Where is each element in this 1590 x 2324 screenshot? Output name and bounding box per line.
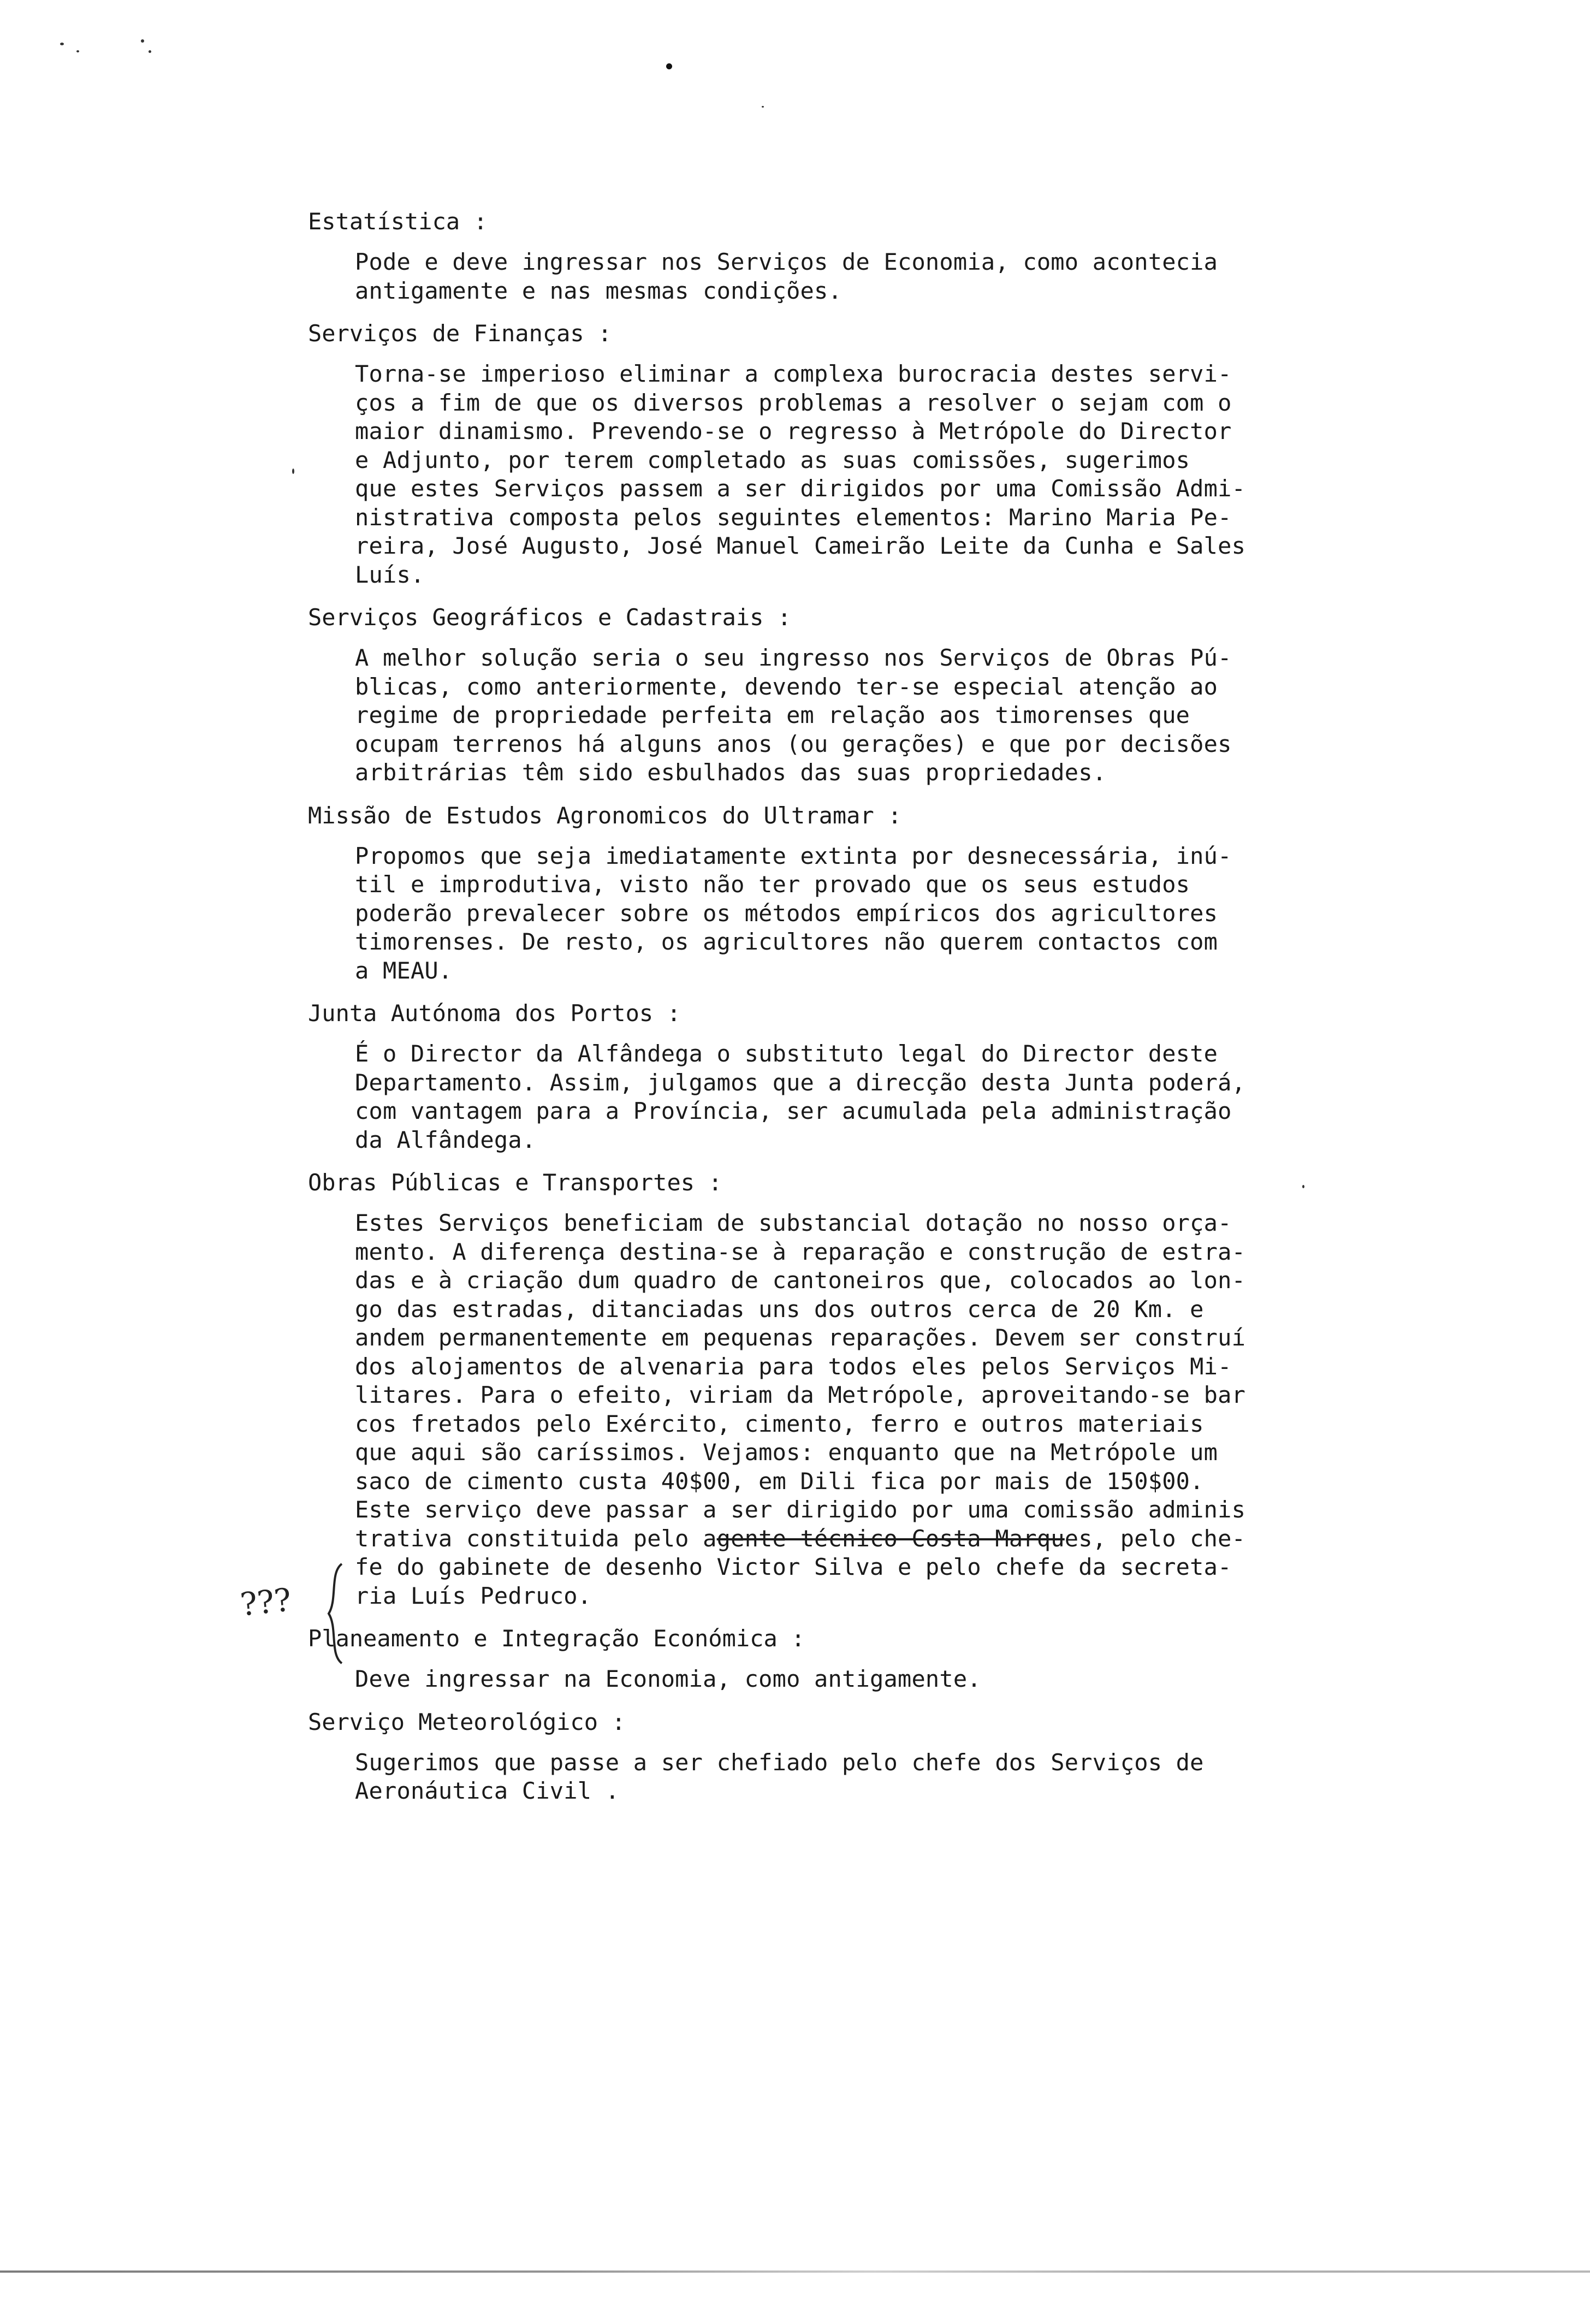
body-line: Sugerimos que passe a ser chefiado pelo chefe dos Serviços de: [355, 1748, 1204, 1776]
body-line: a MEAU.: [355, 957, 453, 984]
body-line-with-strikethrough: [355, 1525, 1400, 1554]
body-line: nistrativa composta pelos seguintes elementos: Marino Maria Pe-: [355, 503, 1232, 531]
body-line: cos fretados pelo Exército, cimento, ferro e outros materiais: [355, 1410, 1204, 1437]
body-line: regime de propriedade perfeita em relação aos timorenses que: [355, 702, 1190, 728]
scan-edge-line: [0, 2270, 1590, 2273]
section-heading: Estatística :: [308, 208, 488, 235]
body-line: ria Luís Pedruco.: [355, 1582, 592, 1609]
body-line: antigamente e nas mesmas condições.: [355, 277, 843, 304]
body-line: que estes Serviços passem a ser dirigidos por uma Comissão Admi-: [355, 475, 1246, 502]
body-line: til e improdutiva, visto não ter provado que os seus estudos: [355, 871, 1190, 898]
body-line: das e à criação dum quadro de cantoneiros que, colocados ao lon-: [355, 1267, 1246, 1294]
scan-speck: [141, 39, 144, 43]
section-heading: Serviço Meteorológico :: [308, 1708, 626, 1735]
body-line: andem permanentemente em pequenas reparações. Devem ser construí: [355, 1324, 1246, 1351]
section-servicos-geograficos: [308, 603, 1400, 787]
body-line: maior dinamismo. Prevendo-se o regresso à Metrópole do Director: [355, 418, 1232, 444]
body-line: Propomos que seja imediatamente extinta por desnecessária, inú-: [355, 842, 1232, 869]
section-missao-estudos: [308, 802, 1400, 986]
section-estatistica: [308, 208, 1400, 305]
section-junta-portos: [308, 999, 1400, 1154]
body-line: Pode e deve ingressar nos Serviços de Economia, como acontecia: [355, 248, 1218, 275]
scan-speck: [666, 63, 672, 69]
body-line: e Adjunto, por terem completado as suas comissões, sugerimos: [355, 446, 1190, 473]
body-line: com vantagem para a Província, ser acumulada pela administração: [355, 1098, 1232, 1124]
section-heading: Serviços Geográficos e Cadastrais :: [308, 604, 792, 631]
body-line: dos alojamentos de alvenaria para todos eles pelos Serviços Mi-: [355, 1353, 1232, 1380]
body-line: ocupam terrenos há alguns anos (ou gerações) e que por decisões: [355, 730, 1232, 757]
body-line: Departamento. Assim, julgamos que a direcção desta Junta poderá,: [355, 1069, 1246, 1096]
handwritten-marginalia: ???: [238, 1581, 293, 1623]
body-line: litares. Para o efeito, viriam da Metrópole, aproveitando-se bar: [355, 1382, 1246, 1408]
body-line: poderão prevalecer sobre os métodos empíricos dos agricultores: [355, 899, 1218, 927]
body-line: Torna-se imperioso eliminar a complexa burocracia destes servi-: [355, 360, 1232, 387]
handwritten-bracket: [325, 1562, 347, 1665]
scan-speck: [76, 50, 79, 52]
section-servicos-financas: [308, 319, 1400, 589]
body-line: reira, José Augusto, José Manuel Cameirão Leite da Cunha e Sales: [355, 532, 1246, 559]
body-line: Aeronáutica Civil .: [355, 1777, 620, 1804]
section-planeamento: [308, 1625, 1400, 1694]
body-line: go das estradas, ditanciadas uns dos outros cerca de 20 Km. e: [355, 1295, 1204, 1323]
struck-text: gente técnico Costa Marqu: [716, 1525, 1065, 1552]
section-heading: Planeamento e Integração Económica :: [308, 1625, 805, 1652]
body-line: saco de cimento custa 40$00, em Dili fica por mais de 150$00.: [355, 1467, 1204, 1495]
body-line: É o Director da Alfândega o substituto legal do Director deste: [355, 1040, 1218, 1067]
body-line: fe do gabinete de desenho Victor Silva e pelo chefe da secreta-: [355, 1554, 1232, 1580]
body-line: A melhor solução seria o seu ingresso nos Serviços de Obras Pú-: [355, 644, 1232, 671]
body-line: arbitrárias têm sido esbulhados das suas propriedades.: [355, 759, 1107, 786]
section-meteorologico: [308, 1708, 1400, 1806]
line-text: es, pelo che-: [1064, 1525, 1246, 1552]
section-heading: Serviços de Finanças :: [308, 320, 612, 347]
body-line: timorenses. De resto, os agricultores não querem contactos com: [355, 928, 1218, 955]
body-line: blicas, como anteriormente, devendo ter-se especial atenção ao: [355, 673, 1218, 700]
body-line: ços a fim de que os diversos problemas a resolver o sejam com o: [355, 389, 1232, 416]
scan-speck: [149, 50, 151, 53]
scan-speck: [60, 43, 64, 45]
body-line: Deve ingressar na Economia, como antigamente.: [355, 1665, 981, 1692]
body-line: Estes Serviços beneficiam de substancial dotação no nosso orça-: [355, 1210, 1232, 1236]
section-heading: Junta Autónoma dos Portos :: [308, 1000, 681, 1027]
section-heading: Obras Públicas e Transportes :: [308, 1169, 722, 1196]
body-line: da Alfândega.: [355, 1126, 536, 1153]
section-heading: Missão de Estudos Agronomicos do Ultramar :: [308, 802, 902, 829]
body-line: Este serviço deve passar a ser dirigido por uma comissão adminis: [355, 1496, 1246, 1523]
section-obras-publicas: [308, 1169, 1400, 1610]
scan-speck: [762, 106, 764, 108]
scan-speck: [292, 469, 294, 474]
line-text: trativa constituida pelo a: [355, 1525, 717, 1552]
body-line: que aqui são caríssimos. Vejamos: enquanto que na Metrópole um: [355, 1439, 1218, 1466]
document-body: [308, 208, 1400, 1820]
body-line: mento. A diferença destina-se à reparação e construção de estra-: [355, 1238, 1246, 1265]
body-line: Luís.: [355, 561, 425, 588]
